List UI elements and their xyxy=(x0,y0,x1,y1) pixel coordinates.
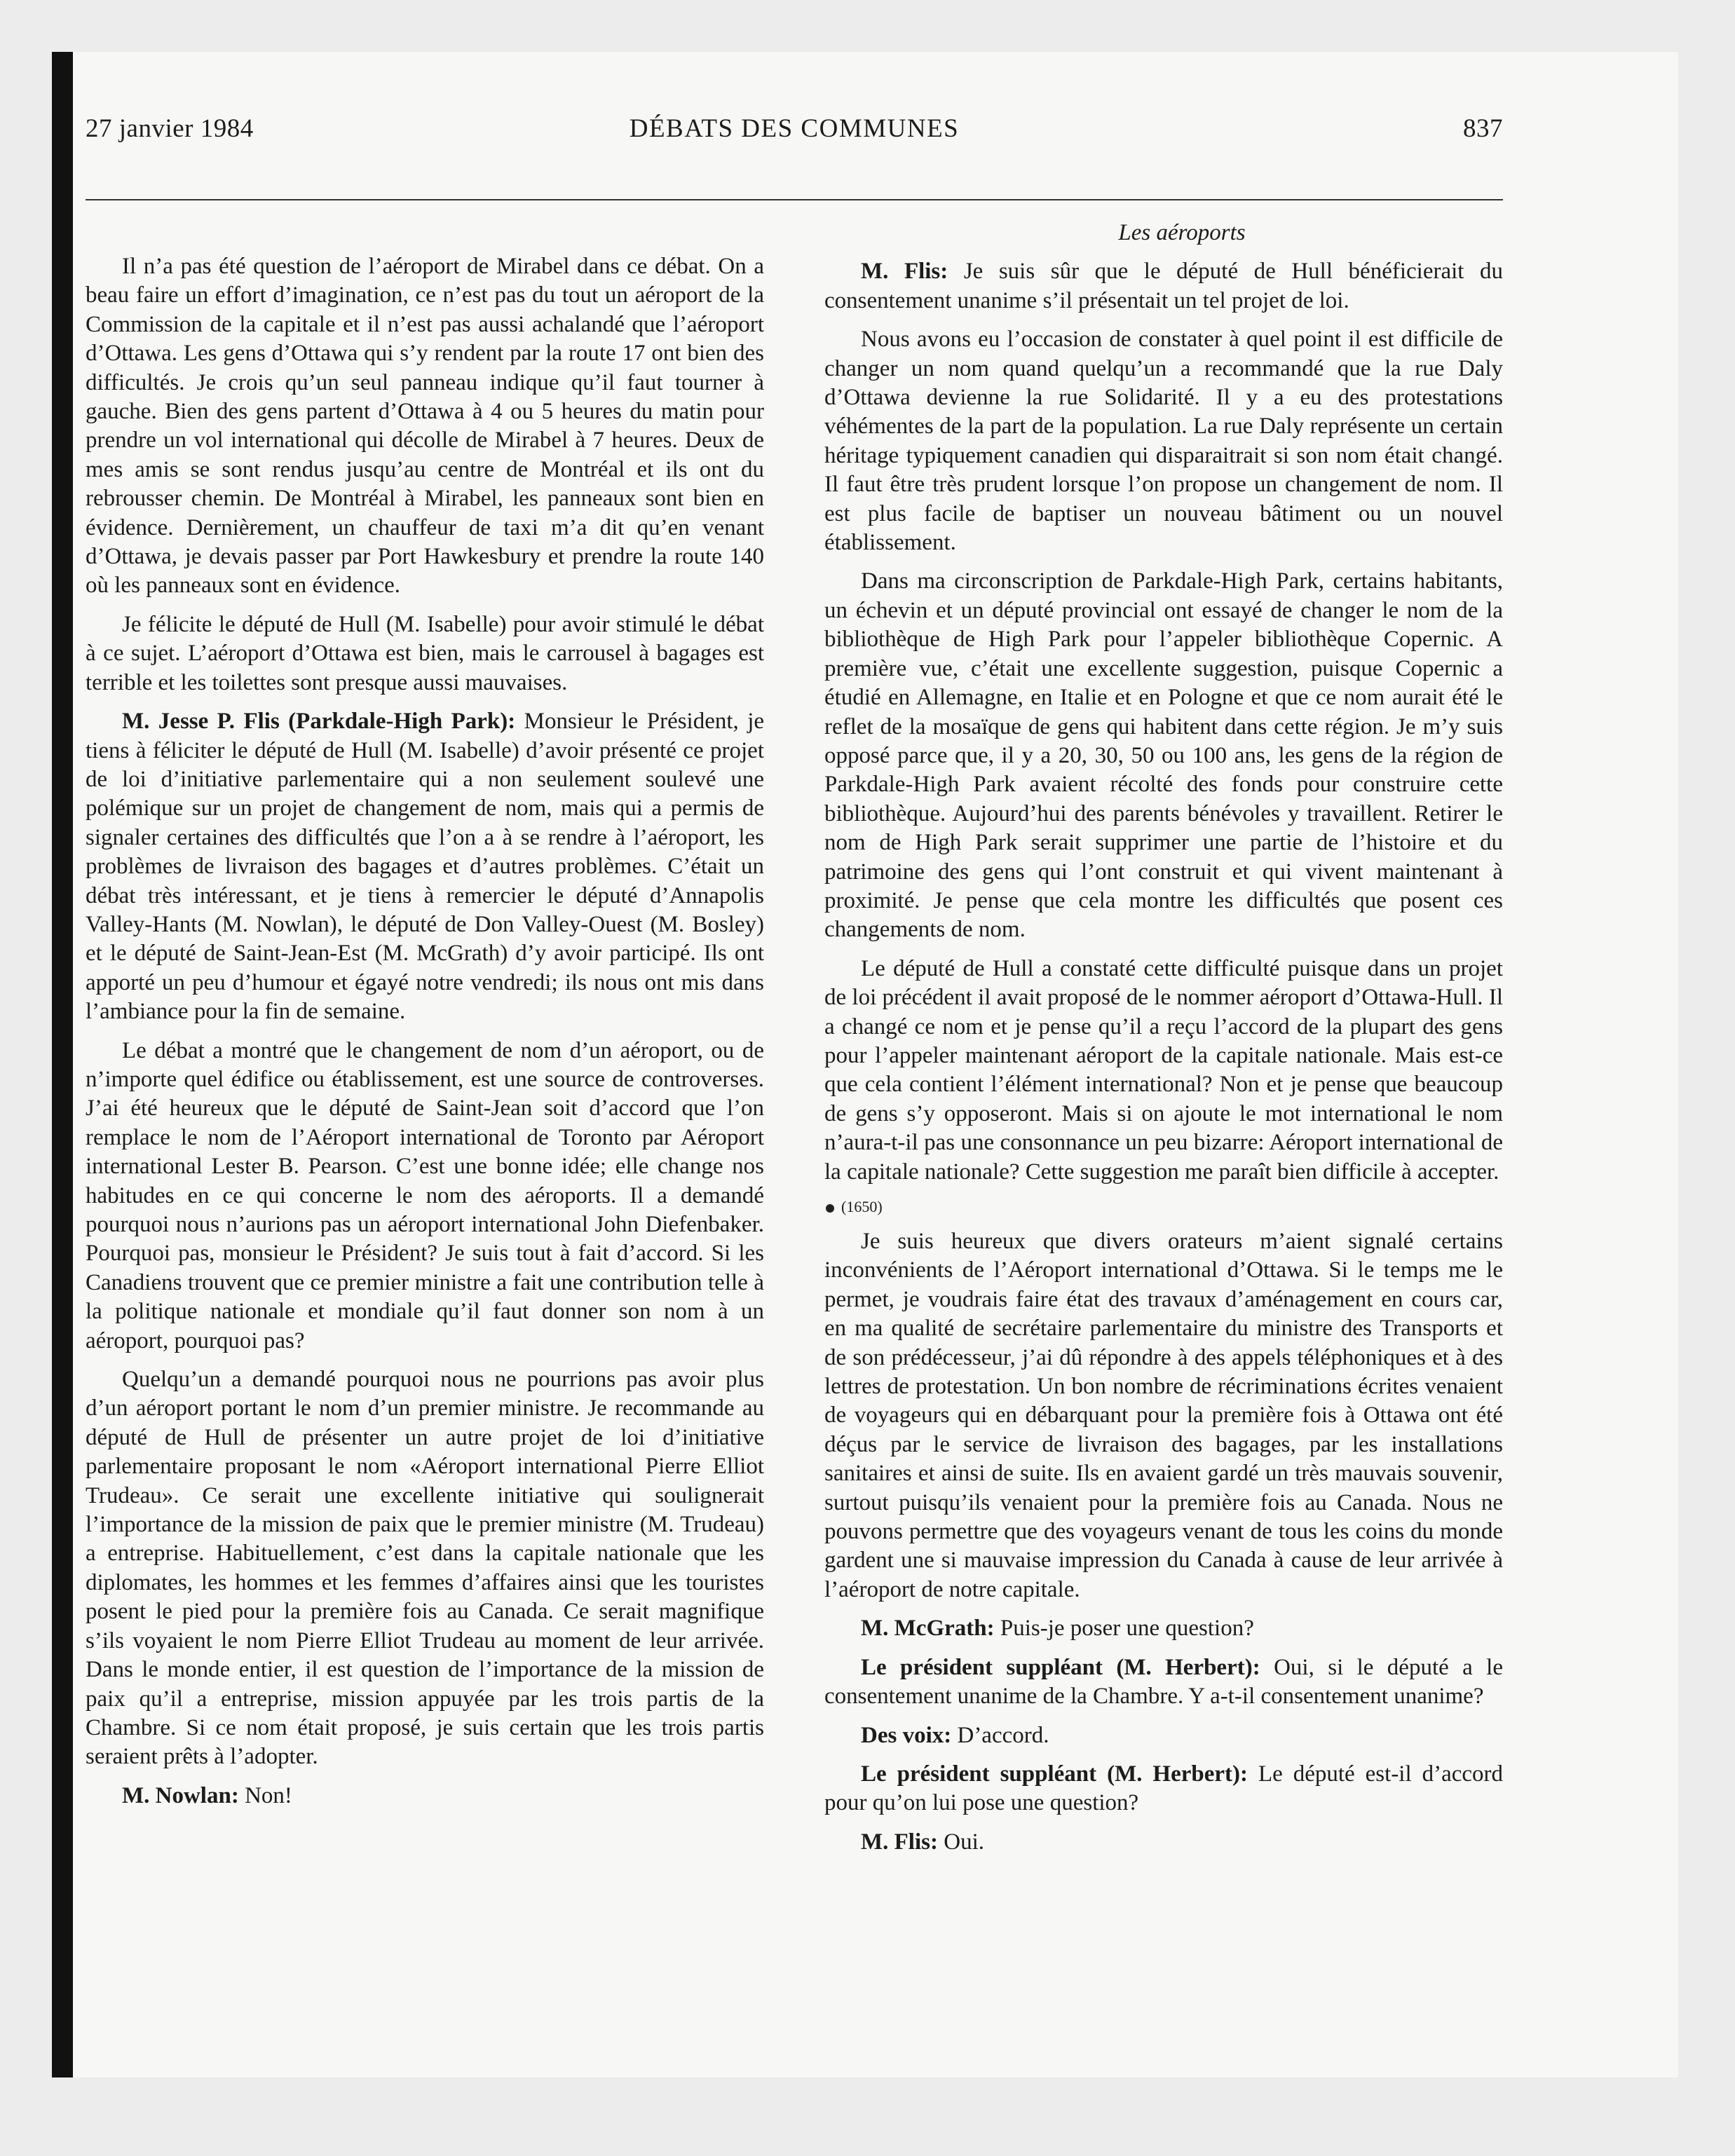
paragraph-text: D’accord. xyxy=(957,1722,1049,1748)
paragraph xyxy=(824,325,1503,557)
paragraph xyxy=(824,1760,1503,1818)
speaker-name: M. McGrath: xyxy=(861,1616,995,1642)
speaker-name: M. Nowlan: xyxy=(122,1782,239,1808)
section-rubric: Les aéroports xyxy=(1118,220,1246,245)
header-rule xyxy=(86,199,1503,200)
scan-border xyxy=(52,52,73,2077)
speaker-name: M. Flis: xyxy=(861,259,948,285)
timestamp-text: (1650) xyxy=(841,1198,883,1215)
paragraph-text: Je suis heureux que divers orateurs m’aient signalé certains inconvénients de l’Aéroport international d’Ottawa. Si le temps me le permet, je voudrais faire état des travaux d’aménagement en cours car, en ma qualité de secrétaire parlementaire du ministre des Transports et de son prédécesseur, j’ai dû répondre à des appels téléphoniques et à des lettres de protestation. Un bon nombre de récriminations écrites venaient de voyageurs qui en débarquant pour la première fois à Ottawa ont été déçus par le service de livraison des bagages, par les installations sanitaires et ainsi de suite. Ils en avaient gardé un très mauvais souvenir, surtout puisqu’ils venaient pour la première fois au Canada. Nous ne pouvons permettre que des voyageurs venant de tous les coins du monde gardent une si mauvaise impression du Canada à cause de leur arrivée à l’aéroport de notre capitale. xyxy=(824,1229,1503,1602)
paragraph xyxy=(824,1227,1503,1604)
speaker-name: Des voix: xyxy=(861,1722,952,1748)
paragraph-text: Non! xyxy=(245,1782,292,1808)
paragraph xyxy=(824,1828,1503,1857)
paragraph xyxy=(86,707,764,1026)
paragraph-text: Puis-je poser une question? xyxy=(1000,1616,1254,1642)
paragraph-text: Je suis sûr que le député de Hull bénéficierait du consentement unanime s’il présentait un tel projet de loi. xyxy=(824,259,1503,313)
timestamp-marker xyxy=(824,1196,1503,1217)
paragraph-text: Nous avons eu l’occasion de constater à quel point il est difficile de changer un nom quand quelqu’un a recommandé que la rue Daly d’Ottawa devienne la rue Solidarité. Il y a eu des protestations véhémentes de la part de la population. La rue Daly représente un certain héritage typiquement canadien qui disparaitrait si son nom était changé. Il faut être très prudent lorsque l’on propose un changement de nom. Il est plus facile de baptiser un nouveau bâtiment ou un nouvel établissement. xyxy=(824,327,1503,556)
paragraph xyxy=(824,1721,1503,1750)
page-header xyxy=(86,114,1503,156)
paragraph-text: Oui. xyxy=(944,1829,984,1855)
paragraph xyxy=(86,1782,764,1810)
paragraph-text: Dans ma circonscription de Parkdale-High Park, certains habitants, un échevin et un député provincial ont essayé de changer le nom de la bibliothèque de High Park pour l’appeler bibliothèque Copernic. A première vue, c’était une excellente suggestion, puisque Copernic a étudié en Allemagne, en Italie et en Pologne et que ce nom aurait été le reflet de la mosaïque de gens qui habitent dans cette région. Je m’y suis opposé parce que, il y a 20, 30, 50 ou 100 ans, les gens de la région de Parkdale-High Park avaient récolté des fonds pour construire cette bibliothèque. Aujourd’hui des parents bénévoles y travaillent. Retirer le nom de High Park serait supprimer une partie de l’histoire et du patrimoine des gens qui l’ont construit et qui vivent maintenant à proximité. Je pense que cela montre les difficultés que posent ces changements de nom. xyxy=(824,568,1503,943)
paragraph xyxy=(824,567,1503,944)
paragraph xyxy=(86,610,764,697)
speaker-name: Le président suppléant (M. Herbert): xyxy=(861,1654,1260,1680)
paragraph-text: Le député est-il d’accord pour qu’on lui pose une question? xyxy=(824,1761,1504,1816)
speaker-name: M. Jesse P. Flis (Parkdale-High Park): xyxy=(122,709,516,735)
paragraph-text: Quelqu’un a demandé pourquoi nous ne pourrions pas avoir plus d’un aéroport portant le nom d’un premier ministre. Je recommande au député de Hull de présenter un autre projet de loi d’initiative parlementaire proposant le nom «Aéroport international Pierre Elliot Trudeau». Ce serait une excellente initiative qui soulignerait l’importance de la mission de paix que le premier ministre (M. Trudeau) a entreprise. Habituellement, c’est dans la capitale nationale que les diplomates, les hommes et les femmes d’affaires ainsi que les touristes posent le pied pour la première fois au Canada. Ce serait magnifique s’ils voyaient le nom Pierre Elliot Trudeau au moment de leur arrivée. Dans le monde entier, il est question de l’importance de la mission de paix qu’il a entreprise, mission appuyée par les trois partis de la Chambre. Si ce nom était proposé, je suis certain que les trois partis seraient prêts à l’adopter. xyxy=(86,1367,764,1770)
paragraph xyxy=(86,1365,764,1772)
paragraph-text: Je félicite le député de Hull (M. Isabelle) pour avoir stimulé le débat à ce sujet. L’aéroport d’Ottawa est bien, mais le carrousel à bagages est terrible et les toilettes sont presque aussi mauvaises. xyxy=(86,611,764,695)
paragraph-text: Il n’a pas été question de l’aéroport de Mirabel dans ce débat. On a beau faire un effort d’imagination, ce n’est pas du tout un aéroport de la Commission de la capitale et il n’est pas aussi achalandé que l’aéroport d’Ottawa. Les gens d’Ottawa qui s’y rendent par la route 17 ont bien des difficultés. Je crois qu’un seul panneau indique qu’il faut tourner à gauche. Bien des gens partent d’Ottawa à 4 ou 5 heures du matin pour prendre un vol international qui décolle de Mirabel à 7 heures. Deux de mes amis se sont rendus jusqu’au centre de Montréal et ils ont du rebrousser chemin. De Montréal à Mirabel, les panneaux sont bien en évidence. Dernièrement, un chauffeur de taxi m’a dit qu’en venant d’Ottawa, je devais passer par Port Hawkesbury et prendre la route 140 où les panneaux sont en évidence. xyxy=(86,254,764,599)
paragraph xyxy=(824,257,1503,315)
bullet-icon xyxy=(826,1204,834,1213)
left-column xyxy=(86,252,764,1820)
speaker-name: M. Flis: xyxy=(861,1829,938,1855)
paragraph xyxy=(824,1653,1503,1712)
paragraph xyxy=(824,1614,1503,1643)
paragraph-text: Oui, si le député a le consentement unanime de la Chambre. Y a-t-il consentement unanime? xyxy=(824,1654,1503,1710)
header-title: DÉBATS DES COMMUNES xyxy=(629,114,960,143)
paragraph xyxy=(86,1037,764,1356)
paragraph-text: Le débat a montré que le changement de nom d’un aéroport, ou de n’importe quel édifice ou établissement, est une source de controverses. J’ai été heureux que le député de Saint-Jean soit d’accord que l’on remplace le nom de l’Aéroport international de Toronto par Aéroport international Lester B. Pearson. C’est une bonne idée; elle change nos habitudes en ce qui concerne le nom des aéroports. Il a demandé pourquoi nous n’aurions pas un aéroport international John Diefenbaker. Pourquoi pas, monsieur le Président? Je suis tout à fait d’accord. Si les Canadiens trouvent que ce premier ministre a fait une contribution telle à la politique nationale et mondiale qu’il faut donner son nom à un aéroport, pourquoi pas? xyxy=(86,1037,764,1353)
paragraph-text: Monsieur le Président, je tiens à féliciter le député de Hull (M. Isabelle) d’avoir présenté ce projet de loi d’initiative parlementaire qui a non seulement soulevé une polémique sur un projet de changement de nom, mais qui a permis de signaler certaines des difficultés que l’on a à se rendre à l’aéroport, les problèmes de livraison des bagages et d’autres problèmes. C’était un débat très intéressant, et je tiens à remercier le député d’Annapolis Valley-Hants (M. Nowlan), le député de Don Valley-Ouest (M. Bosley) et le député de Saint-Jean-Est (M. McGrath) d’y avoir participé. Ils ont apporté un peu d’humour et égayé notre vendredi; ils nous ont mis dans l’ambiance pour la fin de semaine. xyxy=(86,709,765,1025)
page-number: 837 xyxy=(1463,114,1503,143)
paragraph xyxy=(824,955,1503,1187)
right-column xyxy=(824,219,1503,1867)
paragraph xyxy=(86,252,764,601)
paragraph-text: Le député de Hull a constaté cette difficulté puisque dans un projet de loi précédent il avait proposé de le nommer aéroport d’Ottawa-Hull. Il a changé ce nom et je pense qu’il a reçu l’accord de la plupart des gens pour l’appeler maintenant aéroport de la capitale nationale. Mais est-ce que cela contient l’élément international? Non et je pense que beaucoup de gens s’y opposeront. Mais si on ajoute le mot international le nom n’aura-t-il pas une consonnance un peu bizarre: Aéroport international de la capitale nationale? Cette suggestion me paraît bien difficile à accepter. xyxy=(824,955,1503,1185)
speaker-name: Le président suppléant (M. Herbert): xyxy=(861,1761,1248,1787)
header-date: 27 janvier 1984 xyxy=(86,114,254,143)
